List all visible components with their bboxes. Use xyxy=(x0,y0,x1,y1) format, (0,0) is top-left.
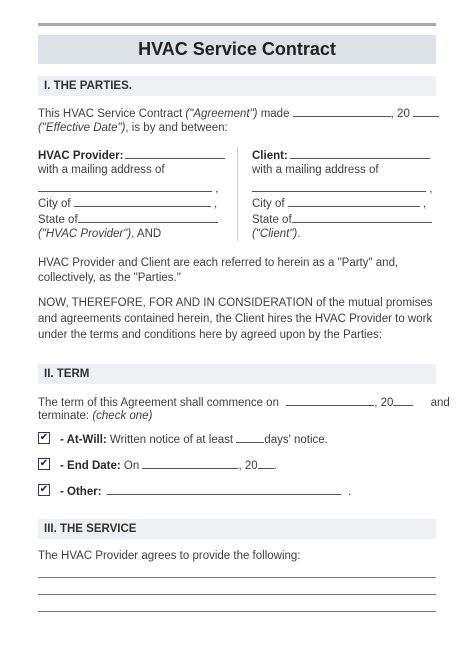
provider-name-blank[interactable] xyxy=(125,147,225,159)
service-line-3[interactable] xyxy=(38,611,436,612)
intro-line-1: This HVAC Service Contract ("Agreement") made , 20 xyxy=(38,105,439,121)
client-state-blank[interactable] xyxy=(292,211,432,223)
service-intro: The HVAC Provider agrees to provide the following: xyxy=(38,550,301,562)
provider-city-line: City of , xyxy=(38,195,217,211)
client-name-blank[interactable] xyxy=(290,147,430,159)
other-checkbox[interactable]: ✔ xyxy=(39,484,49,495)
end-date-option: - End Date: On , 20 . xyxy=(60,457,277,473)
section-heading-service: III. THE SERVICE xyxy=(38,519,436,539)
term-line-1: The term of this Agreement shall commence on , 20 and xyxy=(38,394,450,410)
end-date-blank[interactable] xyxy=(142,457,238,469)
end-date-checkbox[interactable]: ✔ xyxy=(39,458,49,469)
column-divider xyxy=(237,147,238,241)
service-line-2[interactable] xyxy=(38,594,436,595)
parties-definition-line-1: HVAC Provider and Client are each referred to herein as a "Party" and, xyxy=(38,257,399,269)
parties-definition-line-2: collectively, as the "Parties." xyxy=(38,272,181,284)
end-year-blank[interactable] xyxy=(258,457,274,469)
service-line-1[interactable] xyxy=(38,577,436,578)
provider-mailing-label: with a mailing address of xyxy=(38,164,165,176)
client-address-line: , xyxy=(252,180,432,196)
client-name-line: Client: xyxy=(252,147,430,163)
provider-state-blank[interactable] xyxy=(78,211,218,223)
notice-days-blank[interactable] xyxy=(236,431,264,443)
provider-reference: ("HVAC Provider"), AND xyxy=(38,228,162,240)
provider-state-line: State of xyxy=(38,211,218,227)
client-address-blank[interactable] xyxy=(252,180,426,192)
at-will-option: - At-Will: Written notice of at least days' notice. xyxy=(60,431,328,447)
consideration-line-3: under the terms and conditions here by agreed upon by the Parties: xyxy=(38,329,382,341)
client-mailing-label: with a mailing address of xyxy=(252,164,379,176)
provider-name-line: HVAC Provider: xyxy=(38,147,225,163)
consideration-line-1: NOW, THEREFORE, FOR AND IN CONSIDERATION of the mutual promises xyxy=(38,297,433,309)
term-line-2: terminate: (check one) xyxy=(38,410,153,422)
year-blank[interactable] xyxy=(413,105,439,117)
provider-address-blank[interactable] xyxy=(38,180,212,192)
section-heading-term: II. TERM xyxy=(38,364,436,384)
client-city-line: City of , xyxy=(252,195,426,211)
top-rule xyxy=(38,23,436,26)
other-term-blank[interactable] xyxy=(107,483,341,495)
client-city-blank[interactable] xyxy=(288,195,420,207)
other-option: - Other: . xyxy=(60,483,351,499)
section-heading-parties: I. THE PARTIES. xyxy=(38,76,436,96)
intro-line-2: ("Effective Date"), is by and between: xyxy=(38,122,228,134)
client-state-line: State of xyxy=(252,211,432,227)
consideration-line-2: and agreements contained herein, the Client hires the HVAC Provider to work xyxy=(38,313,433,325)
commence-date-blank[interactable] xyxy=(286,394,374,406)
commence-year-blank[interactable] xyxy=(393,394,413,406)
date-blank[interactable] xyxy=(293,105,391,117)
provider-city-blank[interactable] xyxy=(74,195,211,207)
document-title: HVAC Service Contract xyxy=(38,35,436,64)
at-will-checkbox[interactable]: ✔ xyxy=(39,432,49,443)
client-reference: ("Client"). xyxy=(252,228,301,240)
provider-address-line: , xyxy=(38,180,218,196)
